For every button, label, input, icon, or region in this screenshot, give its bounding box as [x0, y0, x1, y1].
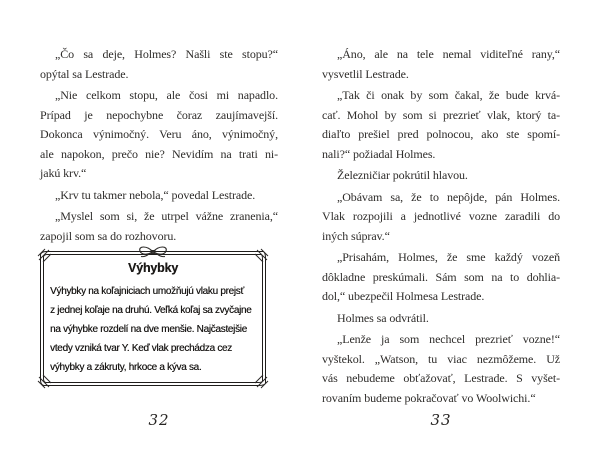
text-line: nali?“ požiadal Holmes. [322, 146, 436, 161]
text-line: Dokonca výnimočný. Veru áno, výnimočný, [40, 127, 278, 141]
text-line: opýtal sa Lestrade. [40, 66, 129, 81]
text-line: vás nebudeme obťažovať, Lestrade. S vyšet- [322, 371, 560, 385]
text-line: „Prisahám, Holmes, že sme každý vozeň [337, 250, 560, 264]
corner-flourish-icon [254, 374, 269, 389]
text-line: vyštekol. „Watson, tu viac nezmôžeme. Už [322, 351, 560, 366]
text-line: „Čo sa deje, Holmes? Našli ste stopu?“ [55, 47, 278, 61]
right-page [322, 45, 560, 410]
info-box-line: vtedy vzniká tvar Y. Keď vlak prechádza cez [50, 342, 232, 354]
text-line: dol,“ ubezpečil Holmesa Lestrade. [322, 289, 485, 303]
paragraph [322, 45, 560, 84]
text-line: vysvetlil Lestrade. [322, 66, 409, 81]
info-box [40, 251, 266, 386]
page-number-right: 33 [430, 411, 452, 429]
corner-flourish-icon [37, 248, 52, 263]
paragraph [40, 207, 278, 246]
text-line: „Áno, ale na tele nemal viditeľné rany,“ [337, 47, 560, 61]
left-page [40, 45, 278, 386]
paragraph [40, 45, 278, 84]
info-box-title: Výhybky [127, 261, 179, 275]
text-line: rovaním budeme pokračovať vo Woolwichi.“ [322, 390, 536, 405]
text-line: zapojil som sa do rozhovoru. [40, 228, 177, 243]
paragraph [322, 188, 560, 247]
paragraph [40, 186, 278, 206]
paragraph [322, 86, 560, 164]
text-line: cať. Mohol by som si prezrieť vlak, ktorý ta- [322, 107, 560, 122]
text-line: Vlak rozpojili a jednotlivé vozne zaradili do [322, 209, 560, 223]
text-line: „Nie celkom stopu, ale čosi mi napadlo. [55, 88, 278, 102]
paragraph [322, 166, 560, 186]
page-number-left: 32 [148, 411, 170, 429]
paragraph [322, 330, 560, 408]
paragraph [40, 86, 278, 184]
info-box-line: na výhybke rozdelí na dve menšie. Najčastejšie [50, 323, 247, 335]
text-line: ale napokon, prečo nie? Nevidím na trati ni- [40, 146, 278, 161]
paragraph [322, 309, 560, 329]
corner-flourish-icon [37, 374, 52, 389]
text-line: iných súprav.“ [322, 228, 390, 243]
text-line: „Myslel som si, že utrpel vážne zranenia,“ [55, 209, 278, 223]
paragraph [322, 248, 560, 307]
info-box-line: z jednej koľaje na druhú. Veľká koľaj sa zvyčajne [50, 304, 252, 316]
corner-flourish-icon [254, 248, 269, 263]
text-line: „Lenže ja som nechcel prezrieť vozne!“ [337, 332, 560, 346]
text-line: „Krv tu takmer nebola,“ povedal Lestrade. [55, 187, 256, 202]
text-line: „Tak či onak by som čakal, že bude krvá- [337, 88, 560, 102]
info-box-line: Výhybky na koľajniciach umožňujú vlaku prejsť [50, 285, 244, 297]
info-box-line: výhybky a zákruty, hrkoce a kýva sa. [50, 361, 202, 373]
bow-icon [131, 243, 175, 260]
text-line: „Obávam sa, že to nepôjde, pán Holmes. [337, 189, 560, 204]
text-line: Prípad je nepochybne čoraz zaujímavejší. [40, 107, 278, 122]
text-line: Holmes sa odvrátil. [337, 310, 429, 325]
text-line: diaľto prešiel pred polnocou, ako ste spomí- [322, 127, 560, 141]
text-line: Železničiar pokrútil hlavou. [337, 168, 468, 182]
text-line: jakú krv.“ [40, 166, 87, 180]
text-line: dôkladne preskúmali. Sám som na to dohlia- [322, 269, 560, 284]
